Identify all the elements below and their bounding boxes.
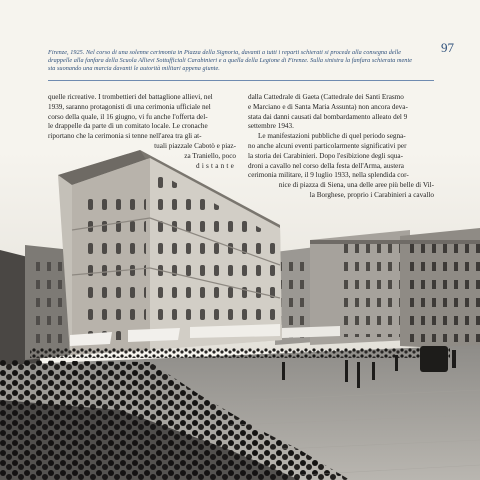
text-line: riportano che la cerimonia si tenne nell'area tra gli at- — [48, 132, 202, 141]
text-line: dalla Cattedrale di Gaeta (Cattedrale dei Santi Erasmo — [248, 93, 404, 101]
text-line: cerimonia militare, il 9 luglio 1933, nella splendida cor- — [248, 171, 409, 180]
text-line: 1939, saranno protagonisti di una cerimonia ufficiale nel — [48, 102, 211, 111]
text-line: droni a cavallo nel corso della festa dell'Arma, austera — [248, 161, 404, 170]
text-line: quelle ricreative. I trombettieri del battaglione allievi, nel — [48, 93, 213, 101]
page-number: 97 — [441, 40, 454, 55]
text-line: le drappelle da parte di un comitato locale. Le cronache — [48, 122, 208, 131]
text-line: e Marciano e di Santa Maria Assunta) non ancora deva- — [248, 102, 408, 111]
text-line: corso della quale, il 16 giugno, vi fu anche l'offerta del- — [48, 112, 208, 121]
text-line: stata dai danni causati dal bombardamento alleato del 9 — [248, 112, 408, 121]
text-line: settembre 1943. — [248, 122, 294, 131]
photo-caption: Firenze, 1925. Nel corso di una solenne cerimonia in Piazza della Signoria, davanti a tutti i reparti schierati si procede alla consegna delle drappelle alla fanfara della Scuola Allievi Sottufficiali Carabinieri e a quella della Legione di Firenze. Sulla sinistra la fanfara schierata mente sta suonando una marcia davanti le autorità militari appena giunte. — [48, 49, 413, 72]
caption-divider — [48, 80, 434, 81]
text-line: tuali piazzale Cabotò e piaz- — [154, 141, 236, 150]
body-text-right-column — [248, 93, 434, 201]
text-line: distante — [196, 161, 236, 170]
text-line: za Traniello, poco — [184, 151, 236, 160]
troop-line — [30, 348, 450, 358]
text-line: Le manifestazioni pubbliche di quel periodo segna- — [258, 132, 406, 141]
text-line: nice di piazza di Siena, una delle aree più belle di Vil- — [278, 181, 434, 190]
body-text-left-column — [48, 93, 236, 171]
text-line: la Borghese, proprio i Carabinieri a cavallo — [309, 190, 434, 199]
text-line: no anche alcuni eventi particolarmente significativi per — [248, 141, 407, 150]
text-line: la storia dei Carabinieri. Dopo l'esibizione degli squa- — [248, 151, 403, 160]
